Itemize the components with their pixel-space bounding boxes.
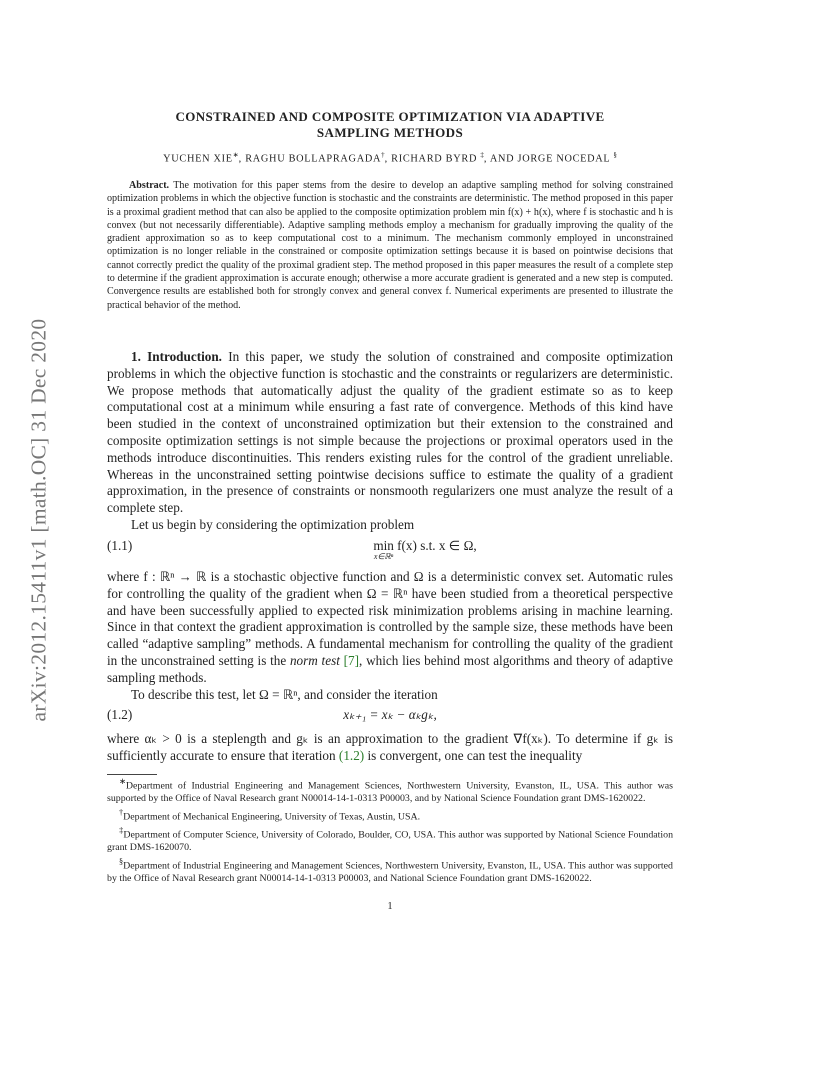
footnote-3 bbox=[107, 825, 673, 854]
footnote-2-text: Department of Mechanical Engineering, University of Texas, Austin, USA. bbox=[123, 811, 421, 823]
title-line-1: CONSTRAINED AND COMPOSITE OPTIMIZATION VIA ADAPTIVE bbox=[175, 109, 605, 124]
footnote-3-mark: ‡ bbox=[119, 826, 124, 836]
norm-test-term: norm test bbox=[289, 652, 340, 668]
author-1: YUCHEN XIE bbox=[163, 153, 233, 165]
arxiv-id: arXiv:2012.15411v1 [math.OC] 31 Dec 2020 bbox=[26, 318, 51, 722]
author-1-mark: ∗ bbox=[232, 151, 239, 159]
footnotes bbox=[107, 776, 673, 887]
footnote-4 bbox=[107, 856, 673, 885]
footnote-1-mark: ∗ bbox=[119, 777, 126, 786]
author-2: , RAGHU BOLLAPRAGADA bbox=[238, 153, 382, 165]
footnote-4-text: Department of Industrial Engineering and Management Sciences, Northwestern University, Evanston, IL, USA. This author was supported by the Office of Naval Research grant N00014-14-1-0313 P00003, and National Science Foundation grant DMS-1620022. bbox=[107, 860, 673, 884]
intro-lead-in: Let us begin by considering the optimization problem bbox=[131, 516, 415, 532]
page-number: 1 bbox=[387, 901, 393, 912]
introduction bbox=[107, 349, 673, 534]
footnote-2-mark: † bbox=[119, 807, 124, 817]
iteration-expression bbox=[107, 707, 673, 723]
abstract bbox=[107, 179, 673, 312]
arxiv-sidebar-stamp bbox=[24, 265, 54, 775]
author-4-mark: § bbox=[613, 151, 617, 159]
author-4: , AND JORGE NOCEDAL bbox=[483, 153, 614, 165]
min-subscript: x∈ℝⁿ bbox=[373, 552, 394, 561]
equation-body bbox=[107, 538, 673, 561]
title-line-2: SAMPLING METHODS bbox=[316, 125, 464, 140]
footnote-1-text: Department of Industrial Engineering and Management Sciences, Northwestern University, Evanston, IL, USA. This author was supported by the Office of Naval Research grant N00014-14-1-0313 P00003, and by National Science Foundation grant DMS-1620022. bbox=[107, 780, 673, 804]
min-operator: min bbox=[373, 538, 394, 553]
para-text-c: To describe this test, let Ω = ℝⁿ, and consider the iteration bbox=[131, 686, 438, 702]
section-heading: 1. Introduction. bbox=[131, 349, 222, 364]
iteration-formula: xₖ₊₁ = xₖ − αₖgₖ, bbox=[343, 707, 437, 722]
equation-number: (1.1) bbox=[107, 538, 133, 553]
footnote-4-mark: § bbox=[119, 857, 124, 867]
footnote-rule bbox=[107, 774, 157, 775]
citation-link[interactable]: [7] bbox=[343, 652, 360, 668]
equation-number: (1.2) bbox=[107, 707, 133, 722]
abstract-text: The motivation for this paper stems from the desire to develop an adaptive sampling method for solving constrained optimization problems in which the objective function is stochastic and the constraints are deterministic. The method proposed in this paper is a proximal gradient method that can also be applied to the composite optimization problem min f(x) + h(x), where f is stochastic and h is convex (but not necessarily differentiable). Adaptive sampling methods employ a mechanism for gradually improving the quality of the gradient approximation so as to keep computational cost to a minimum. The mechanism commonly employed in unconstrained optimization is no longer reliable in the constrained or composite optimization settings because it is based on pointwise decisions that cannot correctly predict the quality of the proximal gradient step. The method proposed in this paper measures the result of a complete step to determine if the gradient approximation is accurate enough; otherwise a more accurate gradient is generated and a new step is computed. Convergence results are established both for strongly convex and general convex f. Numerical experiments are presented to illustrate the practical behavior of the method. bbox=[107, 180, 673, 311]
footnote-3-text: Department of Computer Science, University of Colorado, Boulder, CO, USA. This author was supported by National Science Foundation grant DMS-1620070. bbox=[107, 829, 674, 854]
intro-paragraph-1 bbox=[107, 349, 673, 517]
objective-expression: f(x) s.t. x ∈ Ω, bbox=[393, 538, 477, 553]
equation-ref-link[interactable]: (1.2) bbox=[338, 747, 365, 763]
para-text-a: where f : ℝⁿ → ℝ is a stochastic objective function and Ω is a deterministic convex set. Automatic rules for controlling the quality of the gradient when Ω = ℝⁿ have been studied from a theoretical perspective and have been successfully applied to expected risk minimization problems arising in machine learning. Since in that context the gradient approximation is controlled by the sample size, these methods have been called “adaptive sampling” methods. A fundamental mechanism for controlling the quality of the gradient in the unconstrained setting is the bbox=[107, 569, 673, 668]
footnote-2 bbox=[107, 807, 673, 824]
paragraph-adaptive-sampling bbox=[107, 569, 673, 703]
footnote-1 bbox=[107, 776, 673, 805]
para-text-b: , which lies behind most algorithms and theory of adaptive sampling methods. bbox=[107, 652, 674, 685]
intro-paragraph-2 bbox=[107, 517, 673, 534]
abstract-label: Abstract. bbox=[129, 180, 170, 191]
para3-text-a: where αₖ > 0 is a steplength and gₖ is an approximation to the gradient ∇f(xₖ). To determine if gₖ is sufficiently accurate to ensure that iteration bbox=[107, 731, 673, 763]
paper-title bbox=[107, 109, 673, 141]
para3-text-b: is convergent, one can test the inequality bbox=[364, 747, 583, 763]
author-3: , RICHARD BYRD bbox=[384, 153, 481, 165]
equation-1-2 bbox=[107, 707, 673, 729]
author-2-mark: † bbox=[381, 151, 385, 159]
intro-text: In this paper, we study the solution of constrained and composite optimization problems in which the objective function is stochastic and the constraints or regularizers are deterministic. We propose methods that automatically adjust the quality of the gradient estimate so as to keep computational cost at a minimum while ensuring a fast rate of convergence. Methods of this kind have been studied in the context of unconstrained optimization but their extension to the constrained and composite optimization settings is not simple because the projections or proximal operators used in the methods introduce discontinuities. This renders existing rules for the control of the gradient unreliable. Whereas in the unconstrained setting pointwise decisions suffice to estimate the quality of a gradient approximation, in the presence of constraints or nonsmooth regularizers one must analyze the result of a complete step. bbox=[107, 349, 673, 516]
paragraph-steplength bbox=[107, 731, 673, 765]
author-list bbox=[107, 151, 673, 164]
author-3-mark: ‡ bbox=[480, 151, 484, 159]
equation-1-1 bbox=[107, 538, 673, 560]
